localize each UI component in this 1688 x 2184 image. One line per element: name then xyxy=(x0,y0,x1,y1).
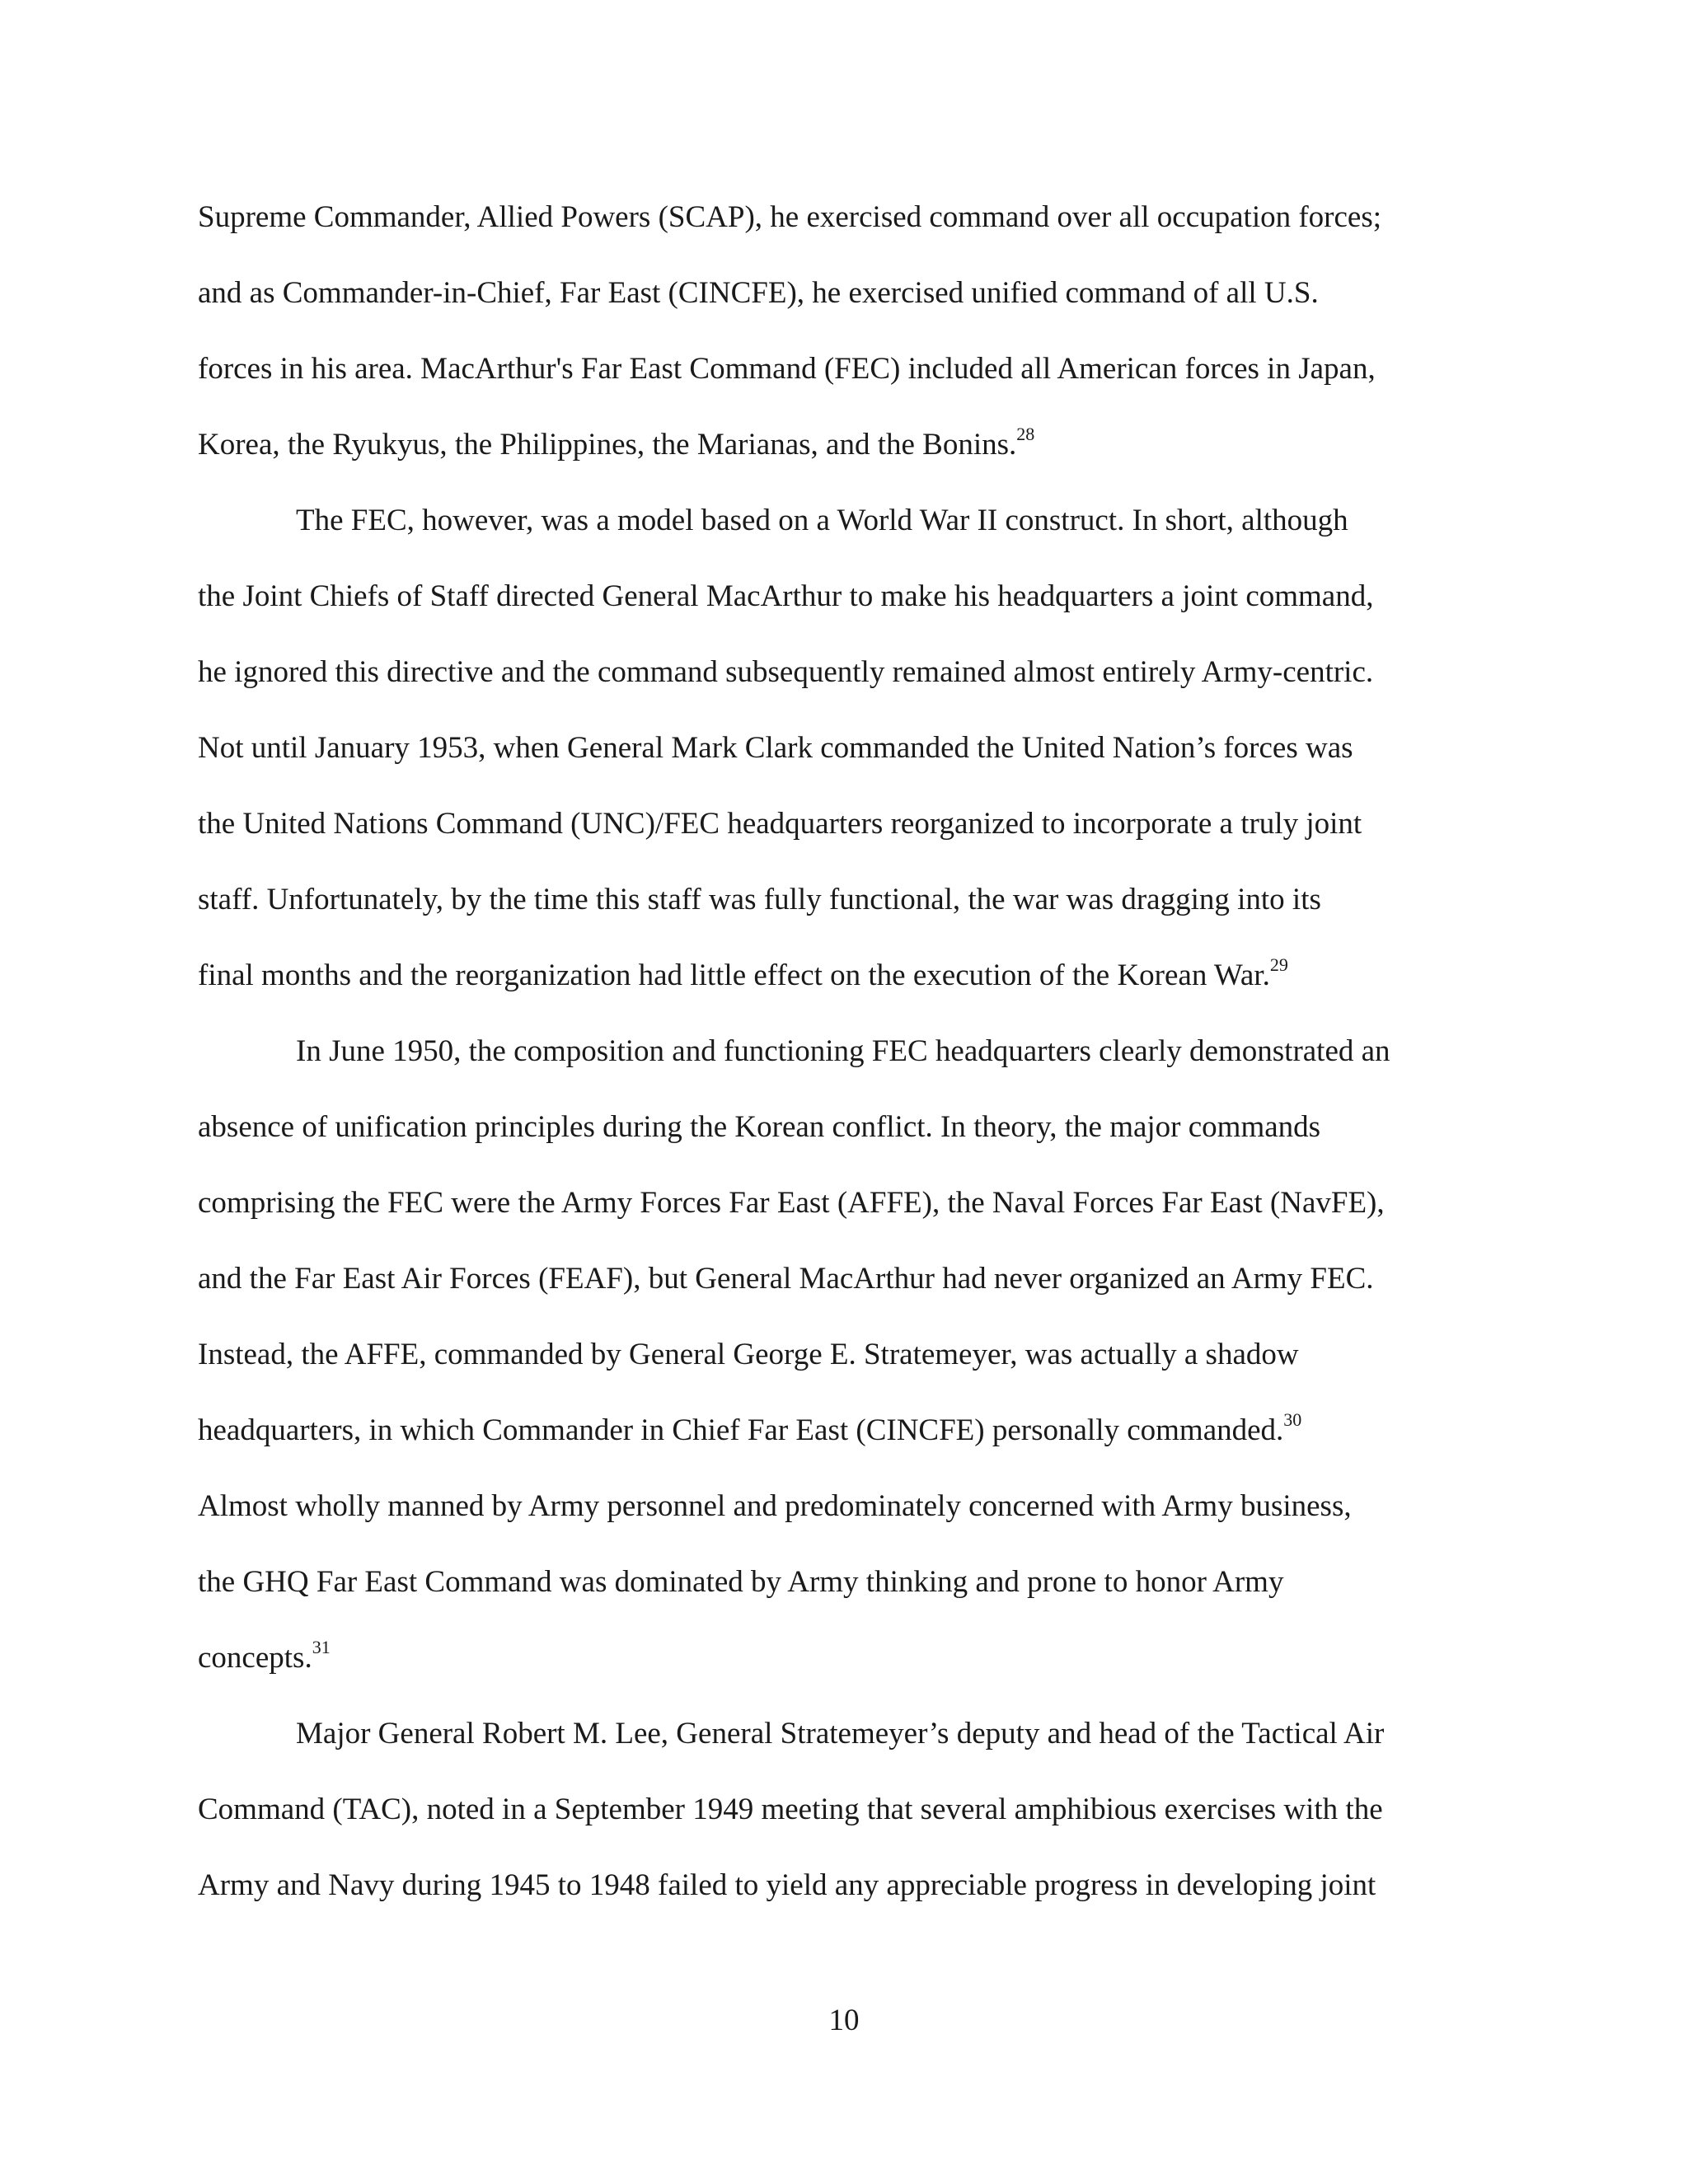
text-line xyxy=(198,948,1492,1024)
line-text: concepts. xyxy=(198,1641,312,1675)
text-line: forces in his area. MacArthur's Far East Command (FEC) included all American forces in Japan, xyxy=(198,352,1376,386)
text-line: the United Nations Command (UNC)/FEC headquarters reorganized to incorporate a truly joint xyxy=(198,807,1362,841)
text-line: Supreme Commander, Allied Powers (SCAP), he exercised command over all occupation forces; xyxy=(198,200,1382,234)
text-line: Not until January 1953, when General Mark Clark commanded the United Nation’s forces was xyxy=(198,731,1353,765)
line-text: final months and the reorganization had little effect on the execution of the Korean War. xyxy=(198,958,1270,992)
text-line: Almost wholly manned by Army personnel and predominately concerned with Army business, xyxy=(198,1489,1352,1523)
text-line xyxy=(198,1403,1492,1479)
footnote-marker: 29 xyxy=(1269,954,1288,975)
page-number: 10 xyxy=(828,2004,860,2037)
text-line: the Joint Chiefs of Staff directed General MacArthur to make his headquarters a joint command, xyxy=(198,579,1374,613)
text-line: and the Far East Air Forces (FEAF), but General MacArthur had never organized an Army FEC. xyxy=(198,1262,1374,1296)
text-line: absence of unification principles during the Korean conflict. In theory, the major commands xyxy=(198,1110,1321,1144)
text-line: the GHQ Far East Command was dominated by Army thinking and prone to honor Army xyxy=(198,1565,1284,1599)
body-text xyxy=(198,190,1492,1933)
line-text: Korea, the Ryukyus, the Philippines, the Marianas, and the Bonins. xyxy=(198,428,1017,462)
text-line: Instead, the AFFE, commanded by General George E. Stratemeyer, was actually a shadow xyxy=(198,1338,1299,1371)
footnote-marker: 31 xyxy=(312,1636,331,1657)
text-line xyxy=(198,1630,1492,1706)
text-line xyxy=(198,417,1492,493)
footnote-marker: 28 xyxy=(1016,423,1035,444)
text-line: Command (TAC), noted in a September 1949 meeting that several amphibious exercises with the xyxy=(198,1793,1383,1826)
text-line: staff. Unfortunately, by the time this staff was fully functional, the war was dragging into its xyxy=(198,883,1321,916)
text-line: In June 1950, the composition and functioning FEC headquarters clearly demonstrated an xyxy=(296,1034,1390,1068)
text-line: and as Commander-in-Chief, Far East (CINCFE), he exercised unified command of all U.S. xyxy=(198,276,1319,310)
text-line: Army and Navy during 1945 to 1948 failed to yield any appreciable progress in developing joint xyxy=(198,1868,1376,1902)
text-line: comprising the FEC were the Army Forces Far East (AFFE), the Naval Forces Far East (NavFE), xyxy=(198,1186,1385,1220)
text-line: he ignored this directive and the command subsequently remained almost entirely Army-centric. xyxy=(198,655,1374,689)
line-text: headquarters, in which Commander in Chief Far East (CINCFE) personally commanded. xyxy=(198,1413,1284,1447)
text-line: The FEC, however, was a model based on a World War II construct. In short, although xyxy=(296,504,1348,537)
text-line: Major General Robert M. Lee, General Stratemeyer’s deputy and head of the Tactical Air xyxy=(296,1717,1385,1750)
footnote-marker: 30 xyxy=(1283,1408,1302,1430)
